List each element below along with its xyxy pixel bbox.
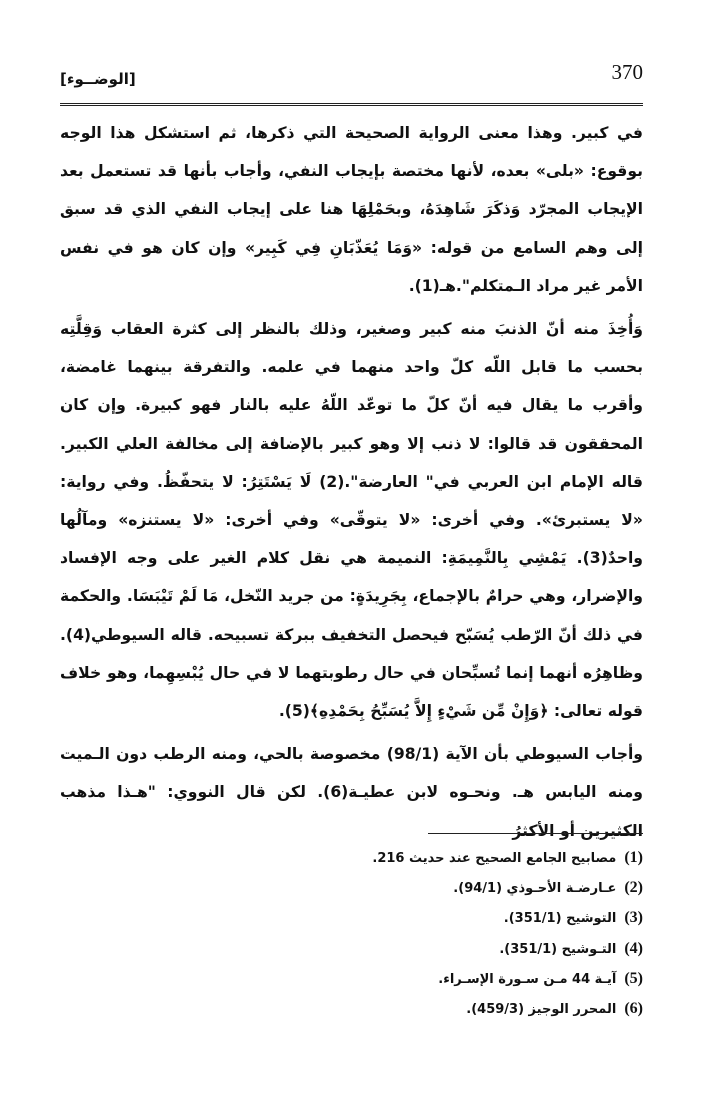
- footnote: [60, 843, 643, 873]
- footnote-text: التـوشيح (351/1).: [499, 941, 617, 957]
- footnote-text: المحرر الوجيز (459/3).: [466, 1001, 617, 1017]
- footnote-text: آيـة 44 مـن سـورة الإسـراء.: [438, 971, 617, 987]
- footnote-number: (2): [624, 879, 643, 897]
- footnote-text: التوشيح (351/1).: [503, 911, 617, 927]
- footnote-number: (3): [624, 909, 643, 927]
- page-header: [60, 58, 643, 98]
- running-head: [الوضــوء]: [60, 70, 136, 88]
- footnote: [60, 903, 643, 933]
- paragraph: في كبير. وهذا معنى الرواية الصحيحة التي ذكرها، ثم استشكل هذا الوجه بوقوع: «بلى» بعده، لأنها مختصة بإيجاب النفي، وأجاب بأنها قد تستعمل بعد الإيجاب المجرّد وَذكَرَ شَاهِدَهُ، وبحَمْلِهَا هنا على إيجاب النفي الذي قد سبق إلى وهم السامع من قوله: «وَمَا يُعَذّبَانِ فِي كَبِير» وإن كان هو في نفس الأمر غير مراد الـمتكلم".هـ(1).: [60, 124, 643, 295]
- paragraph: وَأُخِذَ منه أنّ الذنبَ منه كبير وصغير، وذلك بالنظر إلى كثرة العقاب وَقِلَّتِه بحسب ما قابل اللّه كلّ واحد منهما في علمه. والتفرقة بينهما غامضة، وأقرب ما يقال فيه أنّ كلّ ما توعّد اللّهُ عليه بالنار فهو كبيرة. وإن كان المحققون قد قالوا: لا ذنب إلا وهو كبير بالإضافة إلى مخالفة العلي الكبير. قاله الإمام ابن العربي في" العارضة".(2) لَا يَسْتَتِرُ: لا يتحفّظُ. وفي رواية: «لا يستبرئ». وفي أخرى: «لا يتوقّى» وفي أخرى: «لا يستنزه» ومآلُها واحدٌ(3). يَمْشِي بِالنَّمِيمَةِ: النميمة هي نقل كلام الغير على وجه الإفساد والإضرار، وهي حرامٌ بالإجماع، بِجَرِيدَةٍ: من جريد النّخل، مَا لَمْ تَيْبَسَا. والحكمة في ذلك أنّ الرّطب يُسَبّح فيحصل التخفيف ببركة تسبيحه. قاله السيوطي(4). وظاهِرُه أنهما إنما تُسبِّحان في حال رطوبتهما لا في حال يُبْسِهِما، وهو خلاف قوله تعالى: ﴿وَإِنْ مِّن شَيْءٍ إِلاَّ يُسَبِّحُ بِحَمْدِهِ﴾(5).: [60, 320, 643, 721]
- footnote-text: مصابيح الجامع الصحيح عند حديث 216.: [372, 851, 617, 866]
- footnote-number: (4): [624, 939, 643, 957]
- page-number: 370: [611, 60, 643, 84]
- header-divider: [60, 103, 643, 106]
- footnote-number: (1): [624, 849, 643, 866]
- footnote-number: (6): [624, 999, 643, 1017]
- footnote: [60, 934, 643, 964]
- footnotes: [60, 843, 643, 1024]
- footnote-number: (5): [624, 969, 643, 987]
- paragraph: وأجاب السيوطي بأن الآية (98/1) مخصوصة بالحي، ومنه الرطب دون الـميت ومنه اليابس هـ. ونحـوه لابن عطيـة(6). لكن قال النووي: "هـذا مذهب الكثيرين أو الأكثرُ: [60, 745, 643, 840]
- footnote: [60, 964, 643, 994]
- main-text: [60, 114, 643, 850]
- footnote-text: عـارضـة الأحـوذي (94/1).: [453, 881, 617, 897]
- footnote-divider: [428, 833, 643, 834]
- footnote: [60, 873, 643, 903]
- footnote: [60, 994, 643, 1024]
